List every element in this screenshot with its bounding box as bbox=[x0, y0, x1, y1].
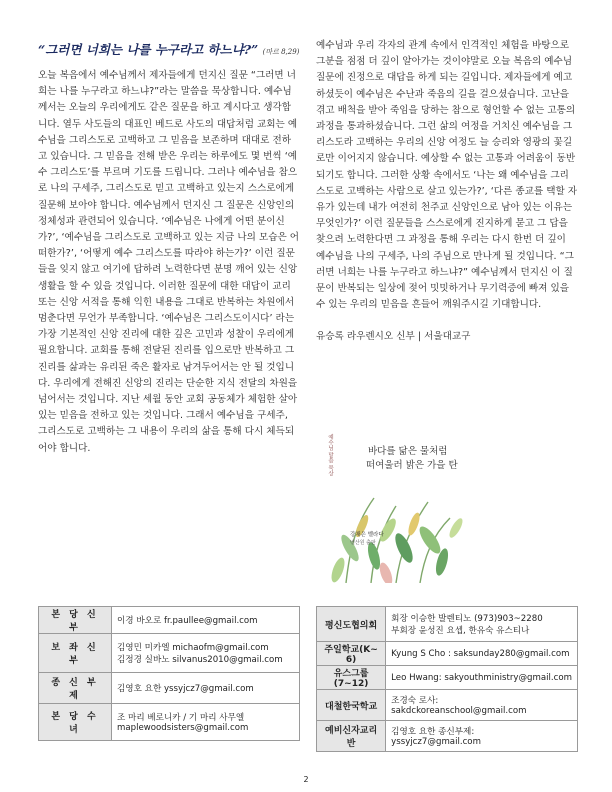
table-row bbox=[39, 634, 300, 673]
table-row bbox=[317, 721, 578, 752]
row-value: 김영호 요한 종신부제: yssyjcz7@gmail.com bbox=[386, 721, 578, 752]
table-row bbox=[317, 690, 578, 721]
book-author: 강채은 벨라다 bbox=[350, 532, 384, 538]
row-value: 이경 바오로 fr.paullee@gmail.com bbox=[112, 607, 300, 634]
headline-reference: (마르 8,29) bbox=[262, 48, 300, 56]
table-row bbox=[39, 704, 300, 741]
headline-title: “그러면 너희는 나를 누구라고 하느냐?” bbox=[38, 42, 259, 57]
headline bbox=[38, 40, 308, 58]
book-title-line2: 떠여울러 밝은 가을 탄 bbox=[366, 460, 458, 471]
row-label: 종 신 부 제 bbox=[39, 673, 112, 704]
parish-groups-table bbox=[316, 606, 578, 752]
table-row bbox=[39, 673, 300, 704]
row-value: 김영민 미카엘 michaofm@gmail.com 김정경 실바노 silvanus2010@gmail.com bbox=[112, 634, 300, 673]
row-label: 유스그룹(7~12) bbox=[317, 666, 386, 690]
row-label: 주일학교(K~ 6) bbox=[317, 642, 386, 666]
book-cover-illustration bbox=[316, 428, 466, 583]
article-paragraph: 오늘 복음에서 예수님께서 제자들에게 던지신 질문 “그러면 너희는 나를 누구라고 하느냐?”라는 말씀을 묵상합니다. 예수님께서는 오늘의 우리에게도 같은 질문을 하고 계시다고 생각합니다. 열두 사도들의 대표인 베드로 사도의 대답처럼 교회는 예수님을 그리스도로 고백하고 그 믿음을 보존하며 대대로 전하고 있습니다. 그 믿음을 전해 받은 우리는 하루에도 몇 번씩 ‘예수 그리스도’를 부르며 기도를 드립니다. 그러나 예수님을 참으로 나의 구세주, 그리스도로 믿고 고백하고 있는지 스스로에게 질문해 보아야 합니다. 예수님께서 던지신 그 질문은 신앙인의 정체성과 관련되어 있습니다. ‘예수님은 나에게 어떤 분이신가?’, ‘예수님을 그리스도로 고백하고 있는 지금 나의 모습은 어떠한가?’, ‘어떻게 예수 그리스도를 따라야 하는가?’ 이런 질문들을 잊지 않고 여기에 답하려 노력한다면 분명 깨어 있는 신앙생활을 할 수 있을 것입니다. 이러한 질문에 대한 대답이 교리 또는 신앙 서적을 통해 익힌 내용을 그대로 반복하는 차원에서 멈춘다면 무언가 부족합니다. ‘예수님은 그리스도이시다’ 라는 가장 기본적인 신앙 진리에 대한 깊은 고민과 성찰이 우리에게 필요합니다. 교회를 통해 전달된 진리를 입으로만 반복하고 그 진리를 삶과는 유리된 죽은 활자로 남겨두어서는 안 될 것입니다. 우리에게 전해진 신앙의 진리는 단순한 지식 전달의 차원을 넘어서는 것입니다. 지난 세월 동안 교회 공동체가 체험한 살아있는 믿음을 전하고 있는 것입니다. 그래서 예수님을 구세주, 그리스도로 고백하는 그 내용이 우리의 삶을 통해 다시 체득되어야 합니다. bbox=[38, 70, 300, 454]
row-value: 조경숙 로사: sakdckoreanschool@gmail.com bbox=[386, 690, 578, 721]
row-label: 본 당 수 녀 bbox=[39, 704, 112, 741]
table-row bbox=[317, 666, 578, 690]
book-publisher: 벧산원 출판 bbox=[350, 540, 376, 546]
row-label: 예비신자교리반 bbox=[317, 721, 386, 752]
book-title-line1: 바다를 닮은 물처럼 bbox=[368, 446, 448, 457]
table-row bbox=[317, 642, 578, 666]
book-side-text: 예수님 말씀 묵상 bbox=[327, 434, 333, 476]
row-label: 보 좌 신 부 bbox=[39, 634, 112, 673]
row-value: 김영호 요한 yssyjcz7@gmail.com bbox=[112, 673, 300, 704]
table-row bbox=[317, 607, 578, 642]
page-number: 2 bbox=[303, 775, 309, 784]
author-credit: 유승록 라우렌시오 신부 | 서울대교구 bbox=[316, 331, 471, 343]
article-right-column bbox=[316, 38, 578, 346]
parish-staff-table bbox=[38, 606, 300, 741]
row-label: 평신도협의회 bbox=[317, 607, 386, 642]
row-value: Kyung S Cho : saksunday280@gmail.com bbox=[386, 642, 578, 666]
row-value: 조 마리 베로니카 / 기 마리 사무엘 maplewoodsisters@gmail.com bbox=[112, 704, 300, 741]
table-row bbox=[39, 607, 300, 634]
article-paragraph: 예수님과 우리 각자의 관계 속에서 인격적인 체험을 바탕으로 그분을 점점 더 깊이 알아가는 것이야말로 오늘 복음의 예수님 질문에 진정으로 대답을 하게 되는 길입니다. 제자들에게 예고하셨듯이 예수님은 수난과 죽음의 길을 걸으셨습니다. 고난을 겪고 배척을 받아 죽임을 당하는 참으로 형언할 수 없는 고통의 과정을 통과하셨습니다. 그런 삶의 여정을 거치신 예수님을 그리스도라 고백하는 우리의 신앙 여정도 늘 승리와 영광의 꽃길로만 이어지지 않습니다. 예상할 수 없는 고통과 어려움이 동반되기도 합니다. 그러한 상황 속에서도 ‘나는 왜 예수님을 그리스도로 고백하는 사람으로 살고 있는가?’, ‘다른 종교를 택할 자유가 있는데 내가 여전히 천주교 신앙인으로 남아 있는 이유는 무엇인가?’ 이런 질문들을 스스로에게 진지하게 묻고 그 답을 찾으려 노력한다면 그 과정을 통해 우리는 다시 한번 더 깊이 예수님을 나의 구세주, 나의 주님으로 만나게 될 것입니다. “그러면 너희는 나를 누구라고 하느냐?” 예수님께서 던지신 이 질문이 반복되는 일상에 젖어 밋밋하거나 무기력증에 빠져 있을 수 있는 우리의 믿음을 흔들어 깨워주시길 기대합니다. bbox=[316, 40, 578, 311]
row-label: 대철한국학교 bbox=[317, 690, 386, 721]
row-label: 본 당 신 부 bbox=[39, 607, 112, 634]
book-cover-image bbox=[316, 428, 466, 583]
row-value: Leo Hwang: sakyouthministry@gmail.com bbox=[386, 666, 578, 690]
article-left-column bbox=[38, 68, 300, 457]
row-value: 회장 이승한 발렌티노 (973)903~2280 부회장 윤성진 요셉, 한유숙 유스티나 bbox=[386, 607, 578, 642]
